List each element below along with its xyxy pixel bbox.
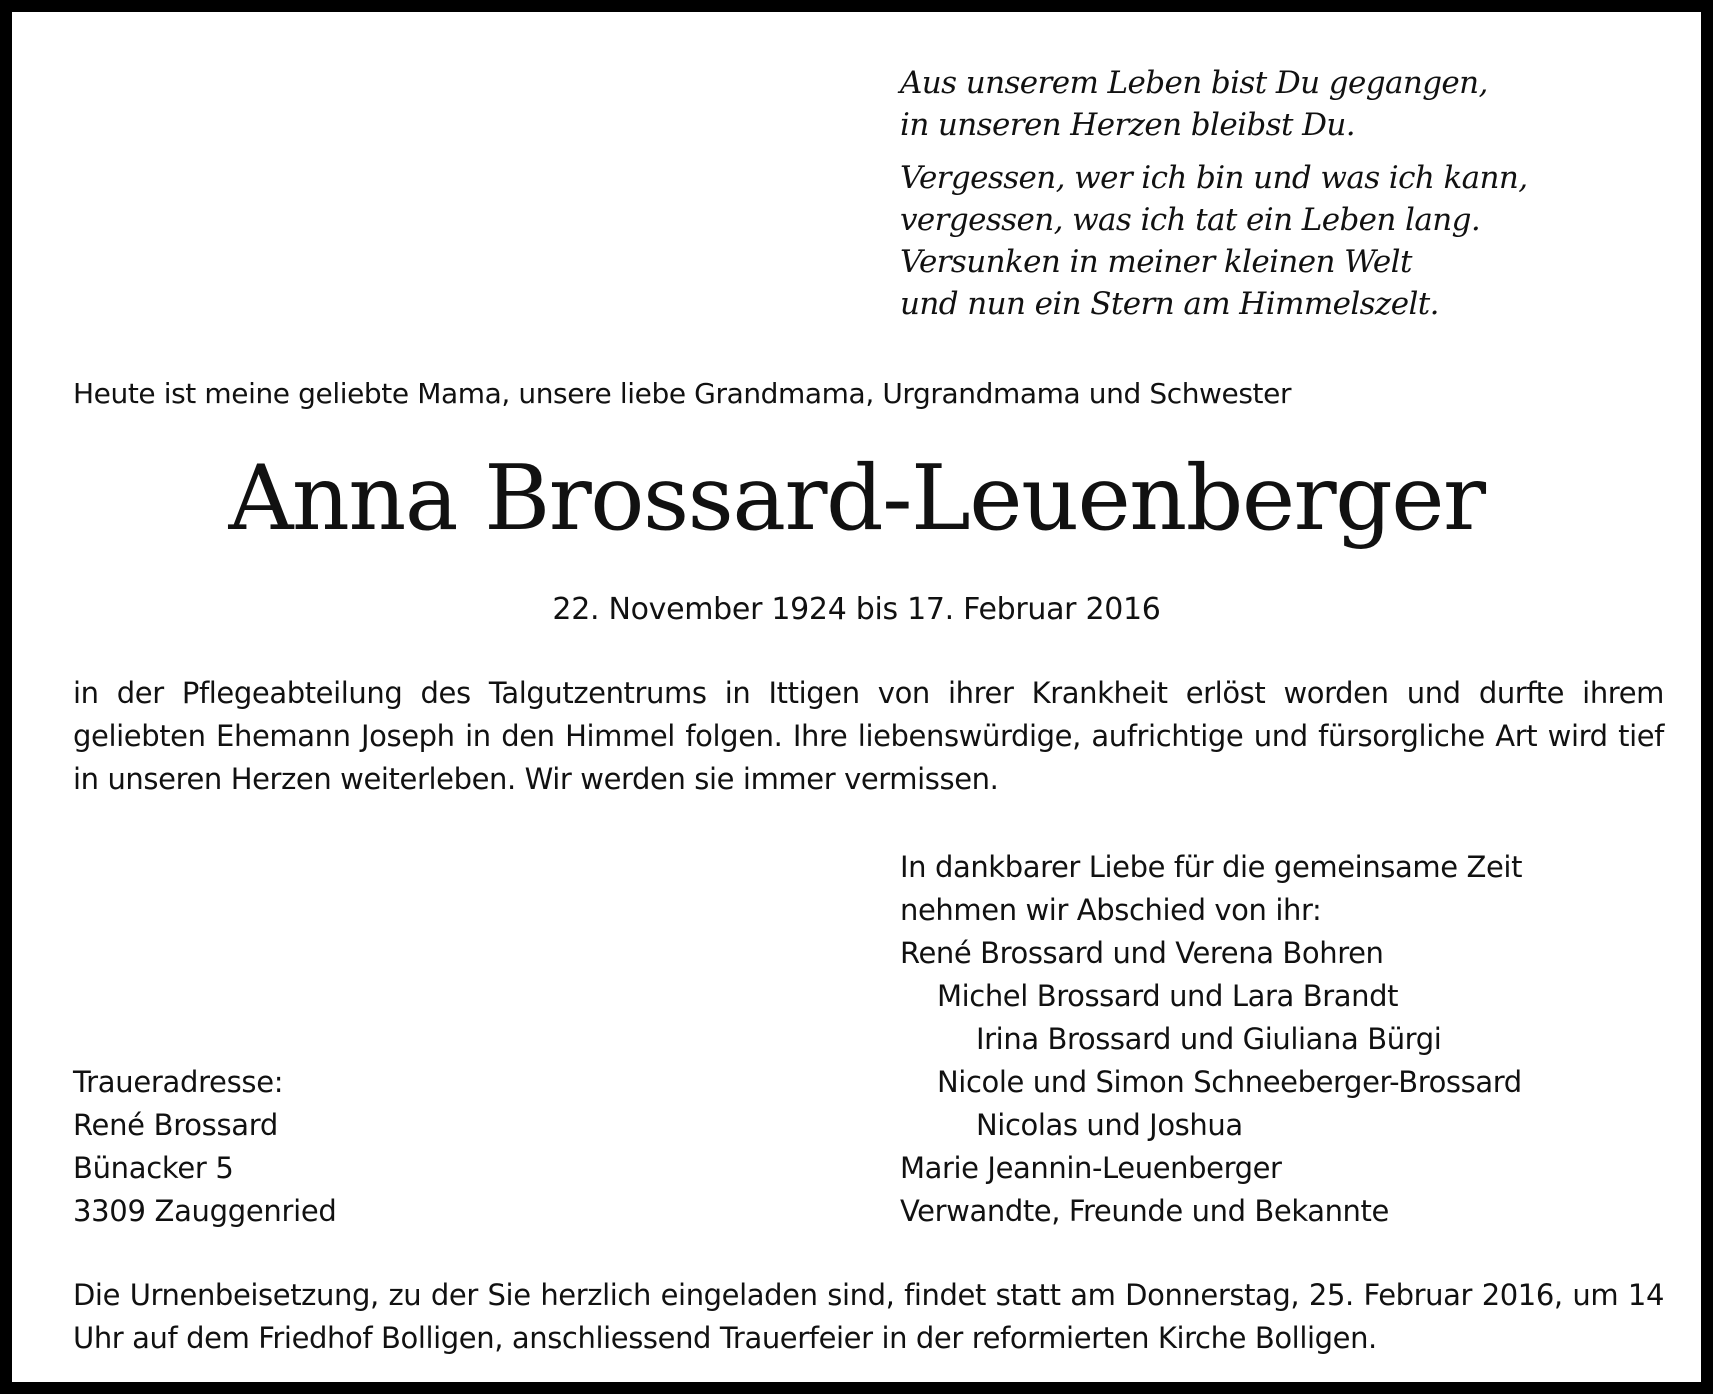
- poem-line: Vergessen, wer ich bin und was ich kann,: [900, 160, 1528, 196]
- mourner-entry: Marie Jeannin-Leuenberger: [900, 1151, 1282, 1185]
- mourner-entry: Verwandte, Freunde und Bekannte: [900, 1194, 1389, 1228]
- mourning-address: [73, 1061, 337, 1233]
- mourner-entry: Nicole und Simon Schneeberger-Brossard: [937, 1065, 1522, 1099]
- poem: [900, 62, 1660, 325]
- farewell-lead-line: nehmen wir Abschied von ihr:: [900, 893, 1322, 927]
- address-street: Bünacker 5: [73, 1151, 234, 1185]
- poem-line: und nun ein Stern am Himmelszelt.: [900, 286, 1439, 322]
- address-city: 3309 Zauggenried: [73, 1194, 337, 1228]
- intro-text: Heute ist meine geliebte Mama, unsere liebe Grandmama, Urgrandmama und Schwester: [73, 377, 1292, 410]
- poem-line: in unseren Herzen bleibst Du.: [900, 107, 1355, 143]
- address-name: René Brossard: [73, 1108, 278, 1142]
- mourner-entry: Michel Brossard und Lara Brandt: [937, 979, 1399, 1013]
- poem-stanza-2: [900, 157, 1660, 325]
- poem-stanza-1: [900, 62, 1660, 146]
- farewell-block: [900, 846, 1680, 1233]
- farewell-lead-line: In dankbarer Liebe für die gemeinsame Zeit: [900, 850, 1523, 884]
- deceased-name: Anna Brossard-Leuenberger: [228, 446, 1485, 551]
- mourner-entry: Nicolas und Joshua: [976, 1108, 1243, 1142]
- closing-text: Die Urnenbeisetzung, zu der Sie herzlich eingeladen sind, findet statt am Donnerstag, 25. Februar 2016, um 14 Uhr auf dem Friedhof Bolligen, anschliessend Trauerfeier in der reformierten Kirche Bolligen.: [73, 1278, 1664, 1355]
- poem-line: vergessen, was ich tat ein Leben lang.: [900, 202, 1481, 238]
- body-text: in der Pflegeabteilung des Talgutzentrums in Ittigen von ihrer Krankheit erlöst worden und durfte ihrem geliebten Ehemann Joseph in den Himmel folgen. Ihre liebenswürdige, aufrichtige und fürsorgliche Art wird tief in unseren Herzen weiterleben. Wir werden sie immer vermissen.: [73, 676, 1664, 796]
- mourner-entry: René Brossard und Verena Bohren: [900, 936, 1384, 970]
- poem-line: Aus unserem Leben bist Du gegangen,: [900, 65, 1488, 101]
- address-label: Traueradresse:: [73, 1065, 284, 1099]
- poem-line: Versunken in meiner kleinen Welt: [900, 244, 1412, 280]
- mourner-entry: Irina Brossard und Giuliana Bürgi: [976, 1022, 1442, 1056]
- life-dates: 22. November 1924 bis 17. Februar 2016: [552, 592, 1161, 627]
